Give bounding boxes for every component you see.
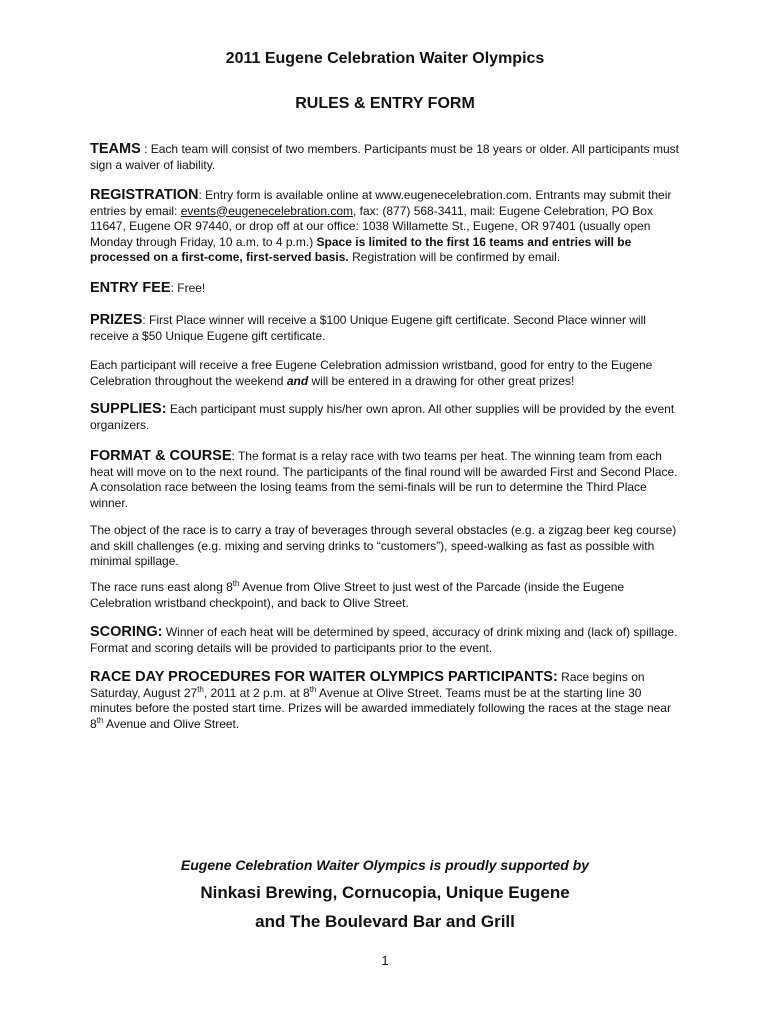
section-supplies [90,402,680,433]
format-para3-sup: th [232,579,240,588]
race-day-text-3: Avenue at Olive Street. Teams must be at the starting line 30 minutes before the posted start time. Prizes will be awarded immediately following the races at the stage near 8 [90,685,671,731]
section-teams [90,142,680,173]
section-scoring [90,625,680,656]
format-para3-b: Avenue from Olive Street to just west of the Parcade (inside the Eugene Celebration wristband checkpoint), and back to Olive Street. [90,580,625,610]
prizes-heading: PRIZES [90,312,143,328]
race-day-text-1: Race begins on Saturday, August 27 [90,670,645,700]
scoring-heading: SCORING: [90,624,163,640]
section-race-day [90,670,680,732]
race-day-text-2: , 2011 at 2 p.m. at 8 [203,685,310,700]
document-subtitle: RULES & ENTRY FORM [295,95,475,112]
teams-heading: TEAMS [90,141,141,157]
section-registration [90,188,680,266]
scoring-text: Winner of each heat will be determined by speed, accuracy of drink mixing and (lack of) spillage. Format and scoring details will be provided to participants prior to the event. [90,625,678,655]
race-day-heading: RACE DAY PROCEDURES FOR WAITER OLYMPICS PARTICIPANTS: [90,669,558,685]
section-prizes [90,313,680,344]
document-title: 2011 Eugene Celebration Waiter Olympics [225,50,545,67]
registration-text-2: , fax: (877) 568-3411, mail: Eugene Celebration, PO Box 11647, Eugene OR 97440, or drop off at our office: 1038 Willamette St., Eugene, OR 97401 (usually open Monday through Friday, 10 a.m. to 4 p.m.) [90,203,653,249]
entry-fee-heading: ENTRY FEE [90,280,171,296]
race-day-text-4: Avenue and Olive Street. [103,716,240,731]
page-number: 1 [381,953,389,968]
registration-heading: REGISTRATION [90,187,199,203]
format-para3-a: The race runs east along 8 [90,580,233,594]
footer-sponsors-line-1: Ninkasi Brewing, Cornucopia, Unique Eugene [200,883,570,902]
footer-sponsors-line-2: and The Boulevard Bar and Grill [255,912,515,931]
registration-bold-notice: Space is limited to the first 16 teams and entries will be processed on a first-come, first-served basis. [90,234,632,264]
race-day-sup-3: th [96,715,104,725]
registration-text-1: : Entry form is available online at www.eugenecelebration.com. Entrants may submit their entries by email: [90,188,672,218]
race-day-sup-1: th [197,684,204,694]
race-day-sup-2: th [309,684,317,694]
prizes-paragraph-2 [90,358,680,389]
registration-email-link[interactable]: events@eugenecelebration.com [180,203,353,218]
section-entry-fee [90,281,680,297]
format-paragraph-3 [90,580,680,611]
supplies-heading: SUPPLIES: [90,401,167,417]
prizes-para2-a: Each participant will receive a free Eugene Celebration admission wristband, good for entry to the Eugene Celebration throughout the weekend [90,358,653,388]
supplies-text: Each participant must supply his/her own apron. All other supplies will be provided by the event organizers. [90,402,675,432]
prizes-text: : First Place winner will receive a $100 Unique Eugene gift certificate. Second Place winner will receive a $50 Unique Eugene gift certificate. [90,313,646,343]
registration-text-3: Registration will be confirmed by email. [348,250,561,264]
format-text: : The format is a relay race with two teams per heat. The winning team from each heat will move on to the next round. The participants of the final round will be awarded First and Second Place. A consolation race between the losing teams from the semi-finals will be run to determine the Third Place winner. [90,449,678,510]
teams-text: : Each team will consist of two members. Participants must be 18 years or older. All participants must sign a waiver of liability. [90,142,679,172]
section-format-course [90,449,680,511]
entry-fee-text: : Free! [170,281,206,295]
prizes-para2-c: will be entered in a drawing for other great prizes! [308,373,575,388]
prizes-para2-emphasis: and [286,373,309,388]
format-heading: FORMAT & COURSE [90,448,232,464]
footer-supported-by: Eugene Celebration Waiter Olympics is proudly supported by [180,857,590,873]
format-paragraph-2: The object of the race is to carry a tray of beverages through several obstacles (e.g. a zigzag beer keg course) and skill challenges (e.g. mixing and serving drinks to “customers”), speed-walking as fast as possible with minimal spillage. [90,523,677,568]
